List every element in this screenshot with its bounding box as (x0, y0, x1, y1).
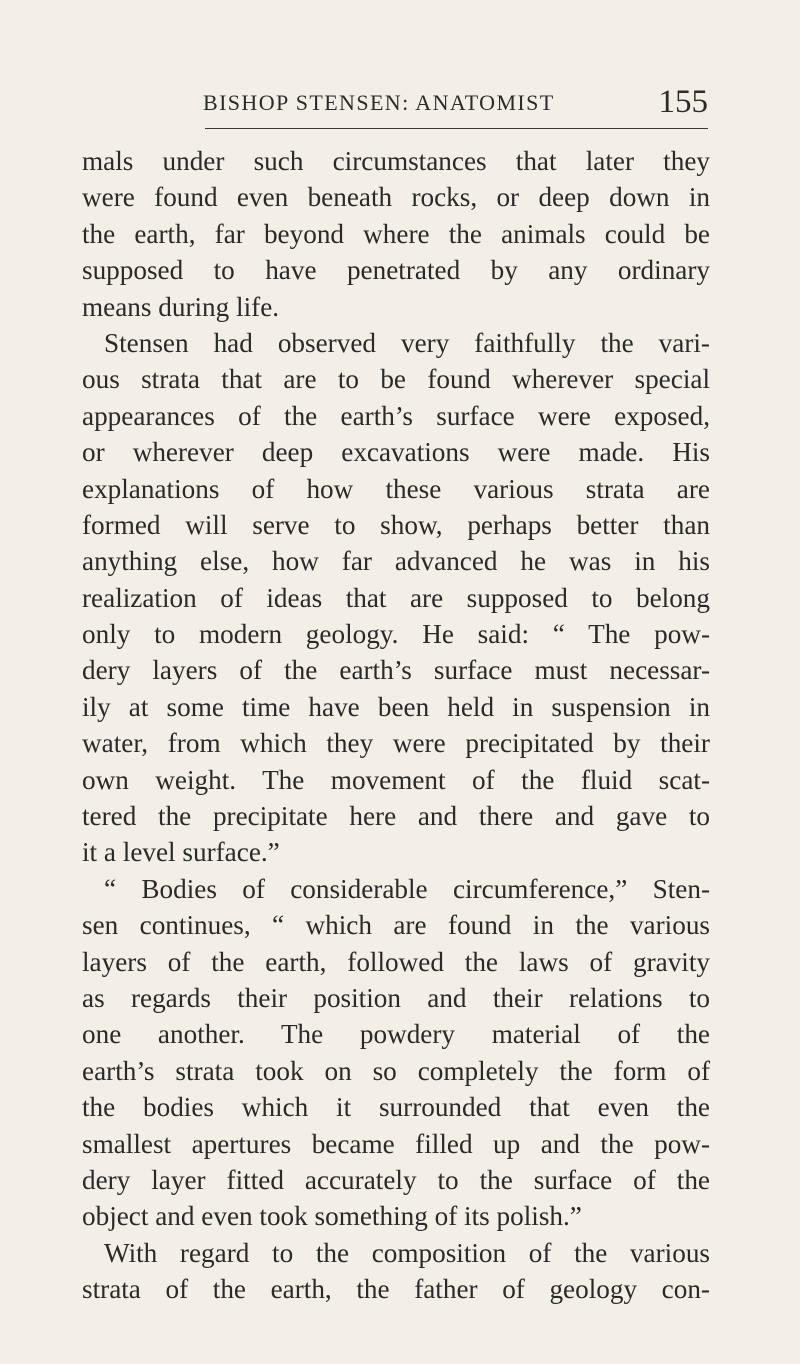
text-line: as regards their position and their relations to (82, 982, 710, 1013)
text-line: layers of the earth, followed the laws of gravity (82, 946, 710, 977)
text-line: “ Bodies of considerable circumference,” Sten- (104, 873, 710, 904)
text-line: With regard to the composition of the various (104, 1237, 710, 1268)
text-line: anything else, how far advanced he was in his (82, 546, 710, 577)
running-head (203, 86, 708, 126)
running-title: BISHOP STENSEN: ANATOMIST (203, 90, 555, 115)
header-rule (205, 128, 708, 129)
text-line: ily at some time have been held in suspension in (82, 691, 710, 722)
text-line: mals under such circumstances that later they (82, 146, 710, 176)
text-line: ous strata that are to be found wherever special (82, 364, 710, 395)
text-line: own weight. The movement of the fluid scat- (82, 764, 710, 795)
text-line: it a level surface.” (82, 837, 280, 868)
text-line: earth’s strata took on so completely the form of (82, 1055, 710, 1086)
text-line: the bodies which it surrounded that even the (82, 1092, 710, 1123)
text-line: tered the precipitate here and there and gave to (82, 801, 710, 832)
text-line: explanations of how these various strata are (82, 473, 710, 504)
text-line: formed will serve to show, perhaps better than (82, 509, 710, 540)
text-line: were found even beneath rocks, or deep down in (82, 182, 710, 213)
text-line: realization of ideas that are supposed to belong (82, 582, 710, 613)
text-line: one another. The powdery material of the (82, 1019, 710, 1050)
text-line: dery layer fitted accurately to the surface of the (82, 1164, 710, 1195)
text-line: supposed to have penetrated by any ordinary (82, 255, 710, 286)
text-line: Stensen had observed very faithfully the vari- (104, 327, 710, 358)
text-line: or wherever deep excavations were made. His (82, 437, 710, 468)
body-text (82, 143, 710, 1308)
text-line: only to modern geology. He said: “ The pow- (82, 619, 710, 650)
text-line: water, from which they were precipitated by their (82, 728, 710, 759)
text-line: object and even took something of its polish.” (82, 1201, 582, 1232)
text-line: sen continues, “ which are found in the various (82, 910, 710, 941)
page-number: 155 (658, 84, 708, 120)
text-line: dery layers of the earth’s surface must necessar- (82, 655, 710, 686)
text-line: smallest apertures became filled up and the pow- (82, 1128, 710, 1159)
text-line: the earth, far beyond where the animals could be (82, 218, 710, 249)
text-line: means during life. (82, 291, 280, 322)
text-line: appearances of the earth’s surface were exposed, (82, 400, 710, 431)
text-line: strata of the earth, the father of geology con- (82, 1274, 710, 1305)
